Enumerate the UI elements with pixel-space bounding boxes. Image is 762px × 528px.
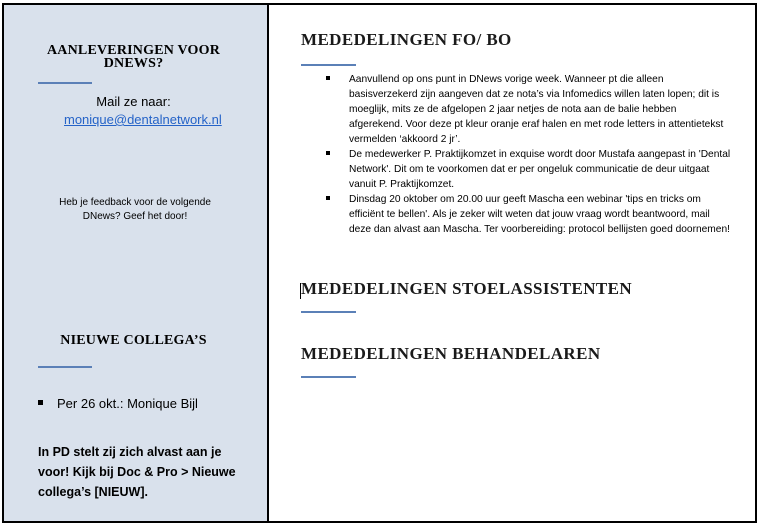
colleague-item-text: Per 26 okt.: Monique Bijl	[57, 396, 198, 411]
column-divider	[267, 3, 269, 523]
list-item	[322, 192, 732, 237]
feedback-text	[40, 196, 230, 224]
mail-label: Mail ze naar:	[96, 94, 171, 109]
list-item-text: Dinsdag 20 oktober om 20.00 uur geeft Mascha een webinar 'tips en tricks om efficiënt te bellen'. Als je zeker wilt weten dat jouw vraag wordt beantwoord, mail deze dan alvast aan Mascha. Ter voorbereiding: protocol bellijsten goed doornemen!	[349, 194, 730, 235]
behandelaren-heading-rule	[301, 376, 356, 378]
submit-heading	[0, 44, 267, 70]
fo-bo-heading: MEDEDELINGEN FO/ BO	[301, 30, 512, 49]
submit-heading-line2: DNEWS?	[103, 56, 164, 71]
submit-heading-line1: AANLEVERINGEN VOOR	[46, 43, 221, 58]
bullet-icon	[326, 151, 330, 155]
stoel-heading: MEDEDELINGEN STOELASSISTENTEN	[301, 279, 633, 298]
stoel-heading-rule	[301, 311, 356, 313]
colleague-list-item	[38, 396, 198, 411]
list-item	[322, 147, 732, 192]
fo-bo-heading-rule	[301, 64, 356, 66]
colleagues-heading-rule	[38, 366, 92, 368]
bullet-icon	[38, 400, 43, 405]
mail-link[interactable]: monique@dentalnetwork.nl	[64, 112, 222, 127]
submit-heading-rule	[38, 82, 92, 84]
bullet-icon	[326, 196, 330, 200]
list-item-text: Aanvullend op ons punt in DNews vorige week. Wanneer pt die alleen basisverzekerd zijn aangeven dat ze nota’s via Infomedics willen laten lopen; dit is moeglijk, mits ze de afgelopen 2 jaar netjes de nota aan de balie hebben afgerekend. Voor deze pt kleur oranje eraf halen en met rode letters in attentietekst vermelden ‘akkoord 2 jr’.	[349, 74, 724, 145]
list-item-text: De medewerker P. Praktijkomzet in exquise wordt door Mustafa aangepast in 'Dental Network'. Dit om te voorkomen dat er per ongeluk communicatie de deur uitgaat vanuit P. Praktijkomzet.	[349, 149, 731, 190]
bullet-icon	[326, 76, 330, 80]
fo-bo-list	[322, 72, 732, 237]
intro-text: In PD stelt zij zich alvast aan je voor! Kijk bij Doc & Pro > Nieuwe collega’s [NIEUW].	[38, 445, 236, 499]
feedback-line1: Heb je feedback voor de volgende	[59, 197, 211, 208]
behandelaren-heading: MEDEDELINGEN BEHANDELAREN	[301, 344, 601, 363]
colleagues-heading: NIEUWE COLLEGA’S	[60, 333, 207, 348]
feedback-line2: DNews? Geef het door!	[82, 211, 188, 222]
list-item	[322, 72, 732, 147]
